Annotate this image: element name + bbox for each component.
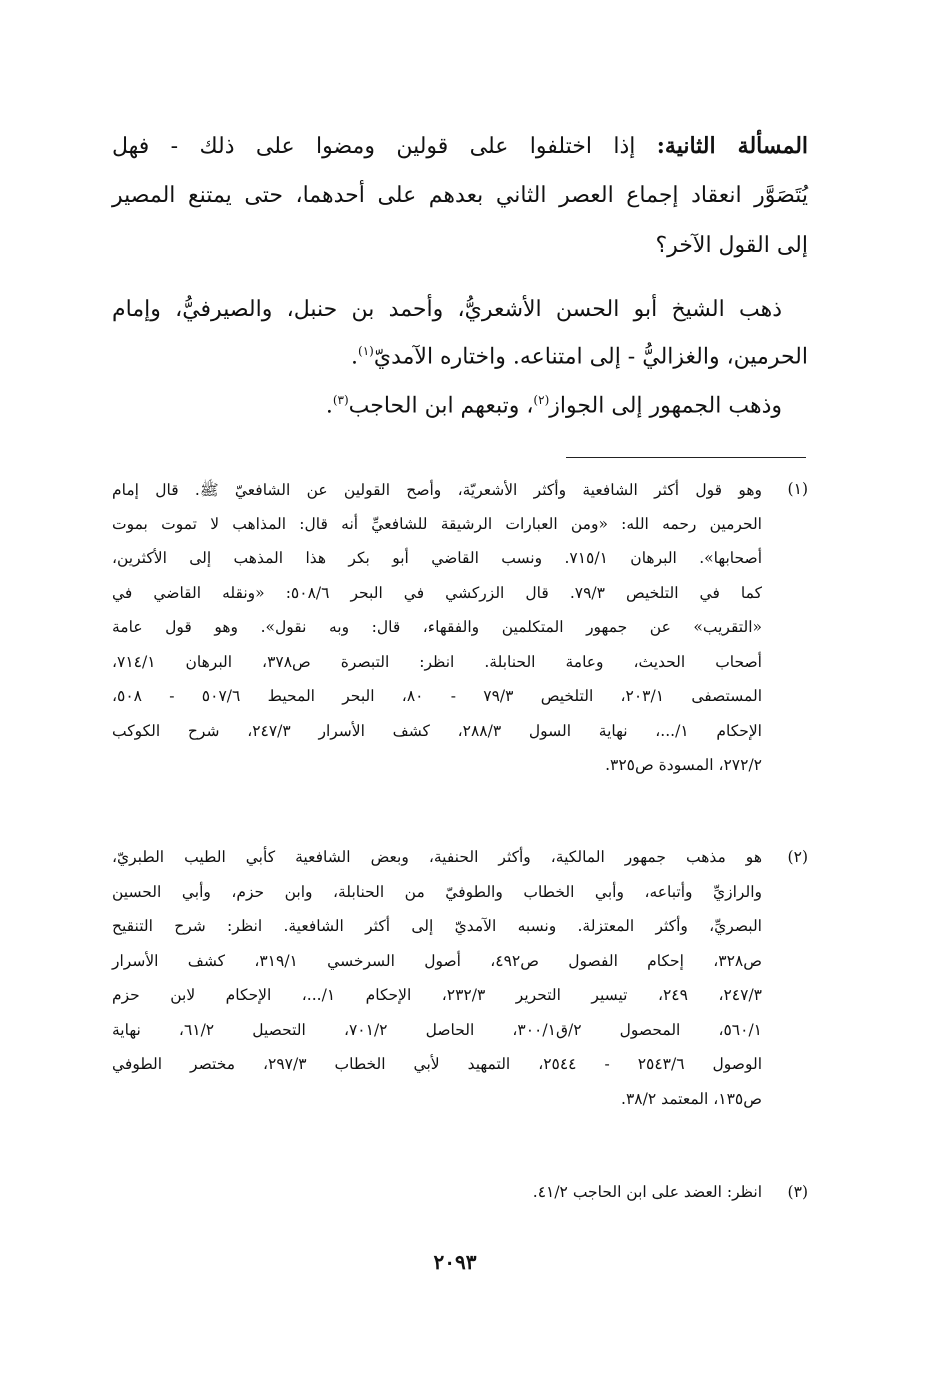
main-line-3: إلى القول الآخر؟	[655, 233, 808, 258]
footnote-number: (١)	[787, 480, 808, 498]
footnote-line: انظر: العضد على ابن الحاجب ٤١/٢.	[532, 1183, 762, 1201]
issue-title: المسألة الثانية:	[656, 133, 809, 159]
footnote-line: هو مذهب جمهور المالكية، وأكثر الحنفية، وبعض الشافعية كأبي الطيب الطبريّ،	[112, 848, 762, 866]
main-line-6-text-b: ، وتبعهم ابن الحاجب	[348, 393, 534, 419]
period: .	[325, 393, 333, 419]
footnote-line: «التقريب» عن جمهور المتكلمين والفقهاء، قال: وبه نقول». وهو قول عامة	[112, 618, 762, 636]
period: .	[351, 344, 359, 370]
footnote-line: وهو قول أكثر الشافعية وأكثر الأشعريّة، وأصح القولين عن الشافعيّ ﷺ. قال إمام	[112, 481, 762, 499]
footnote-line: ٢٤٧/٣، ٢٤٩، تيسير التحرير ٢٣٢/٣، الإحكام ١/...، الإحكام لابن حزم	[112, 986, 763, 1004]
footnote-line: ص١٣٥، المعتمد ٣٨/٢.	[621, 1089, 762, 1108]
footnote-line: ص٣٢٨، إحكام الفصول ص٤٩٢، أصول السرخسي ٣١٩/١، كشف الأسرار	[112, 951, 762, 970]
main-line-6	[112, 393, 782, 418]
footnote-number: (٢)	[787, 848, 808, 866]
footnote-ref-1[interactable]: (١)	[358, 344, 374, 358]
footnote-number: (٣)	[787, 1183, 808, 1201]
footnote-line: كما في التلخيص ٧٩/٣. قال الزركشي في البحر ٥٠٨/٦: «ونقله القاضي في	[112, 583, 762, 602]
footnote-line: ٥٦٠/١، المحصول ٢/ق٣٠٠/١، الحاصل ٧٠١/٢، التحصيل ٦١/٢، نهاية	[112, 1020, 762, 1039]
page-number: ٢٠٩٣	[433, 1250, 477, 1274]
main-line-1-text: إذا اختلفوا على قولين ومضوا على ذلك - فهل	[112, 134, 636, 159]
footnote-line: البصريِّ، وأكثر المعتزلة. ونسبه الآمديّ إلى أكثر الشافعية. انظر: شرح التنقيح	[112, 917, 762, 935]
footnote-line: الوصول ٢٥٤٣/٦ - ٢٥٤٤، التمهيد لأبي الخطاب ٢٩٧/٣، مختصر الطوفي	[112, 1055, 762, 1073]
footnote-line: ٢٧٢/٢، المسودة ص٣٢٥.	[605, 756, 762, 774]
footnote-line: والرازيِّ وأتباعه، وأبي الخطاب والطوفيّ من الحنابلة، وابن حزم، وأبي الحسين	[112, 882, 762, 901]
footnote-divider	[566, 457, 806, 458]
main-line-1	[112, 133, 808, 159]
footnote-line: الإحكام ١/...، نهاية السول ٢٨٨/٣، كشف الأسرار ٢٤٧/٣، شرح الكوكب	[112, 721, 762, 740]
footnote-line: المستصفى ٢٠٣/١، التلخيص ٧٩/٣ - ٨٠، البحر المحيط ٥٠٧/٦ - ٥٠٨،	[112, 687, 763, 705]
footnote-ref-2[interactable]: (٢)	[533, 393, 550, 407]
main-line-2: يُتَصَوَّر انعقاد إجماع العصر الثاني بعدهم على أحدهما، حتى يمتنع المصير	[112, 183, 808, 208]
footnote-line: أصحاب الحديث، وعامة الحنابلة. انظر: التبصرة ص٣٧٨، البرهان ٧١٤/١،	[112, 652, 762, 671]
footnote-line: الحرمين رحمه الله: «ومن العبارات الرشيقة للشافعيِّ أنه قال: المذاهب لا تموت بموت	[112, 514, 762, 533]
main-line-6-text-a: وذهب الجمهور إلى الجواز	[549, 393, 782, 419]
footnote-ref-3[interactable]: (٣)	[332, 393, 349, 407]
footnote-line: أصحابها». البرهان ٧١٥/١. ونسب القاضي أبو بكر هذا المذهب إلى الأكثرين،	[112, 549, 762, 567]
main-line-5	[112, 344, 808, 369]
main-line-4: ذهب الشيخ أبو الحسن الأشعريُّ، وأحمد بن حنبل، والصيرفيُّ، وإمام	[112, 297, 782, 322]
main-line-5-text: الحرمين، والغزاليُّ - إلى امتناعه. واختاره الآمديّ	[373, 344, 808, 370]
